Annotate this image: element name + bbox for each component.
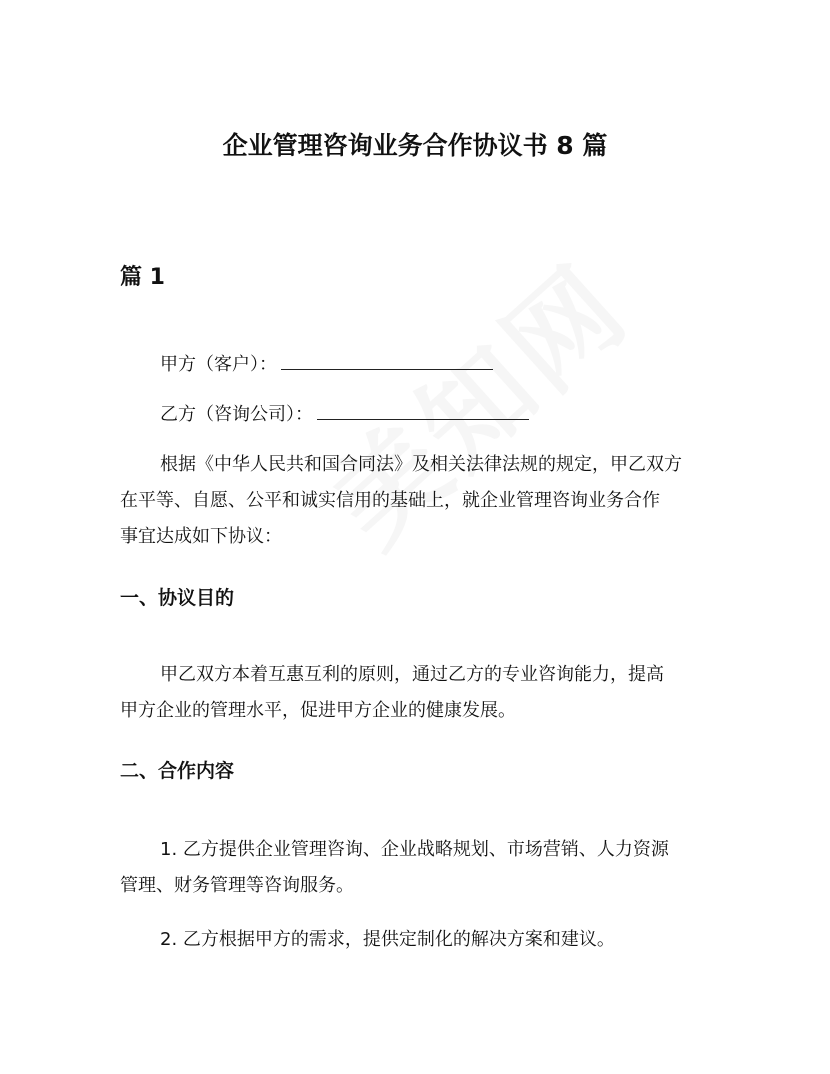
- party-b-field: [160, 399, 529, 430]
- section-2-item-1-line-1: 1. 乙方提供企业管理咨询、企业战略规划、市场营销、人力资源: [160, 839, 669, 860]
- section-1-line-2: 甲方企业的管理水平，促进甲方企业的健康发展。: [120, 700, 516, 721]
- chapter-heading: 篇 1: [120, 265, 165, 290]
- section-2-item-1-line-2: 管理、财务管理等咨询服务。: [120, 875, 354, 896]
- section-2-item-2: [120, 922, 700, 958]
- section-2-item-2-line-1: 2. 乙方根据甲方的需求，提供定制化的解决方案和建议。: [160, 929, 615, 950]
- section-2-item-1: [120, 832, 700, 904]
- section-1-paragraph: [120, 657, 700, 729]
- party-a-blank-line: [281, 349, 493, 370]
- section-2-heading: 二、合作内容: [120, 760, 235, 782]
- intro-paragraph: [120, 447, 700, 555]
- intro-line-1: 根据《中华人民共和国合同法》及相关法律法规的规定，甲乙双方: [160, 454, 682, 475]
- section-1-line-1: 甲乙双方本着互惠互利的原则，通过乙方的专业咨询能力，提高: [160, 664, 664, 685]
- party-b-label: 乙方（咨询公司）：: [160, 404, 313, 425]
- intro-line-2: 在平等、自愿、公平和诚实信用的基础上，就企业管理咨询业务合作: [120, 490, 660, 511]
- section-1-heading: 一、协议目的: [120, 587, 235, 609]
- party-b-blank-line: [317, 399, 529, 420]
- party-a-field: [160, 349, 493, 380]
- party-a-label: 甲方（客户）：: [160, 354, 277, 375]
- document-title: 企业管理咨询业务合作协议书 8 篇: [222, 131, 608, 160]
- intro-line-3: 事宜达成如下协议：: [120, 526, 282, 547]
